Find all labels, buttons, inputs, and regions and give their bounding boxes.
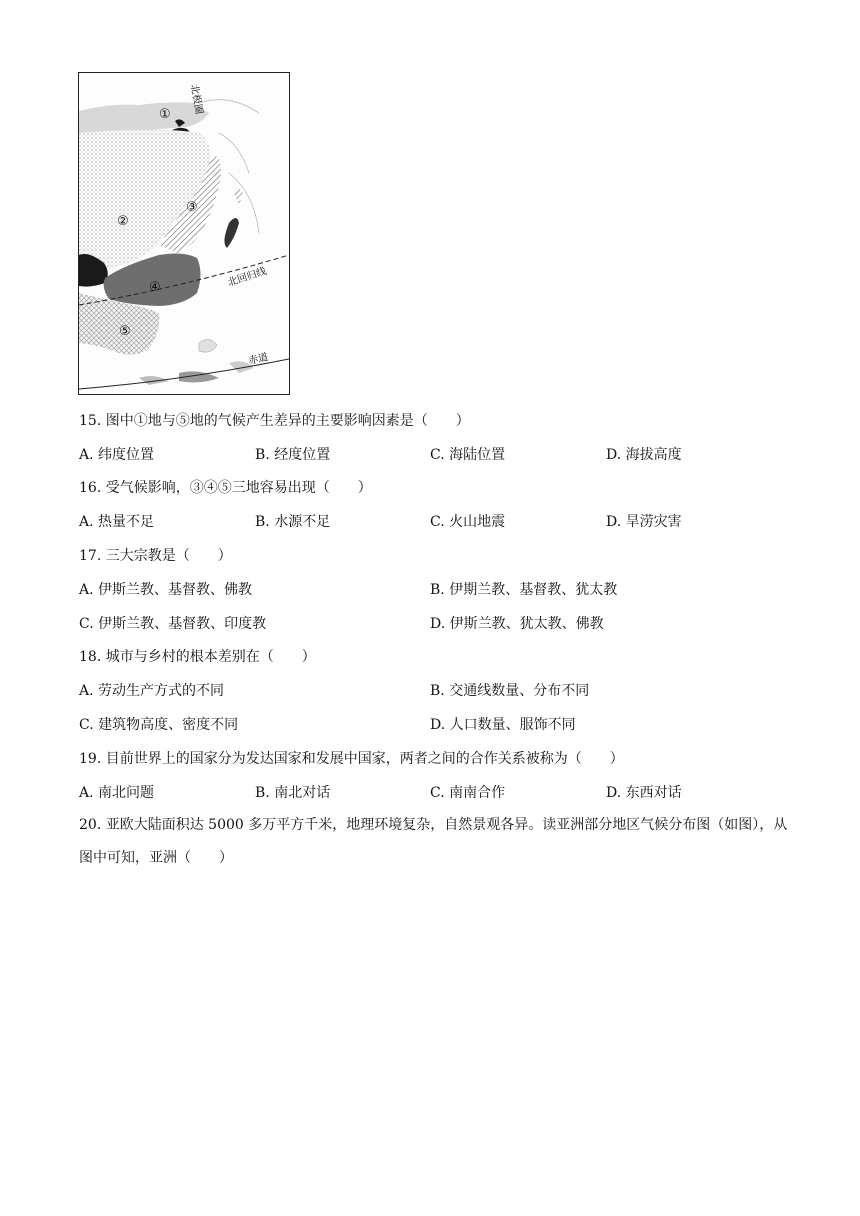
question-19-option-b[interactable]: B. 南北对话 [255, 785, 331, 801]
question-18-stem: 18. 城市与乡村的根本差别在（ ） [79, 649, 316, 665]
question-15-option-d[interactable]: D. 海拔高度 [606, 447, 682, 463]
climate-map [78, 72, 290, 395]
question-17-stem: 17. 三大宗教是（ ） [79, 548, 232, 564]
question-19-option-a[interactable]: A. 南北问题 [79, 785, 155, 801]
question-19-option-d[interactable]: D. 东西对话 [606, 785, 682, 801]
question-16-option-d[interactable]: D. 旱涝灾害 [606, 514, 682, 530]
question-18-option-c[interactable]: C. 建筑物高度、密度不同 [79, 717, 239, 733]
question-16-stem: 16. 受气候影响，③④⑤三地容易出现（ ） [79, 480, 372, 496]
question-15-stem: 15. 图中①地与⑤地的气候产生差异的主要影响因素是（ ） [79, 413, 470, 429]
question-18-option-b[interactable]: B. 交通线数量、分布不同 [430, 683, 590, 699]
label-3: ③ [186, 200, 198, 215]
arctic-circle-label: 北极圈 [188, 83, 205, 116]
label-5: ⑤ [119, 324, 131, 339]
question-15-option-b[interactable]: B. 经度位置 [255, 447, 331, 463]
question-19-option-c[interactable]: C. 南南合作 [430, 785, 506, 801]
equator-label: 赤道 [247, 352, 270, 367]
question-17-option-c[interactable]: C. 伊斯兰教、基督教、印度教 [79, 616, 267, 632]
question-18-option-a[interactable]: A. 劳动生产方式的不同 [79, 683, 225, 699]
question-16-option-c[interactable]: C. 火山地震 [430, 514, 506, 530]
label-4: ④ [149, 280, 161, 295]
question-17-option-b[interactable]: B. 伊期兰教、基督教、犹太教 [430, 582, 618, 598]
question-20-stem: 20. 亚欧大陆面积达 5000 多万平方千米，地理环境复杂，自然景观各异。读亚洲部分地区气候分布图（如图），从图中可知，亚洲（ ） [79, 817, 788, 866]
climate-map-svg [79, 73, 289, 394]
question-16-option-a[interactable]: A. 热量不足 [79, 514, 155, 530]
label-2: ② [117, 214, 129, 229]
label-1: ① [159, 107, 171, 122]
question-19-stem: 19. 目前世界上的国家分为发达国家和发展中国家，两者之间的合作关系被称为（ ） [79, 751, 624, 767]
tropic-label: 北回归线 [226, 266, 268, 289]
question-15-option-c[interactable]: C. 海陆位置 [430, 447, 506, 463]
question-17-option-a[interactable]: A. 伊斯兰教、基督教、佛教 [79, 582, 253, 598]
question-16-option-b[interactable]: B. 水源不足 [255, 514, 331, 530]
question-17-option-d[interactable]: D. 伊斯兰教、犹太教、佛教 [430, 616, 604, 632]
question-18-option-d[interactable]: D. 人口数量、服饰不同 [430, 717, 576, 733]
question-15-option-a[interactable]: A. 纬度位置 [79, 447, 155, 463]
